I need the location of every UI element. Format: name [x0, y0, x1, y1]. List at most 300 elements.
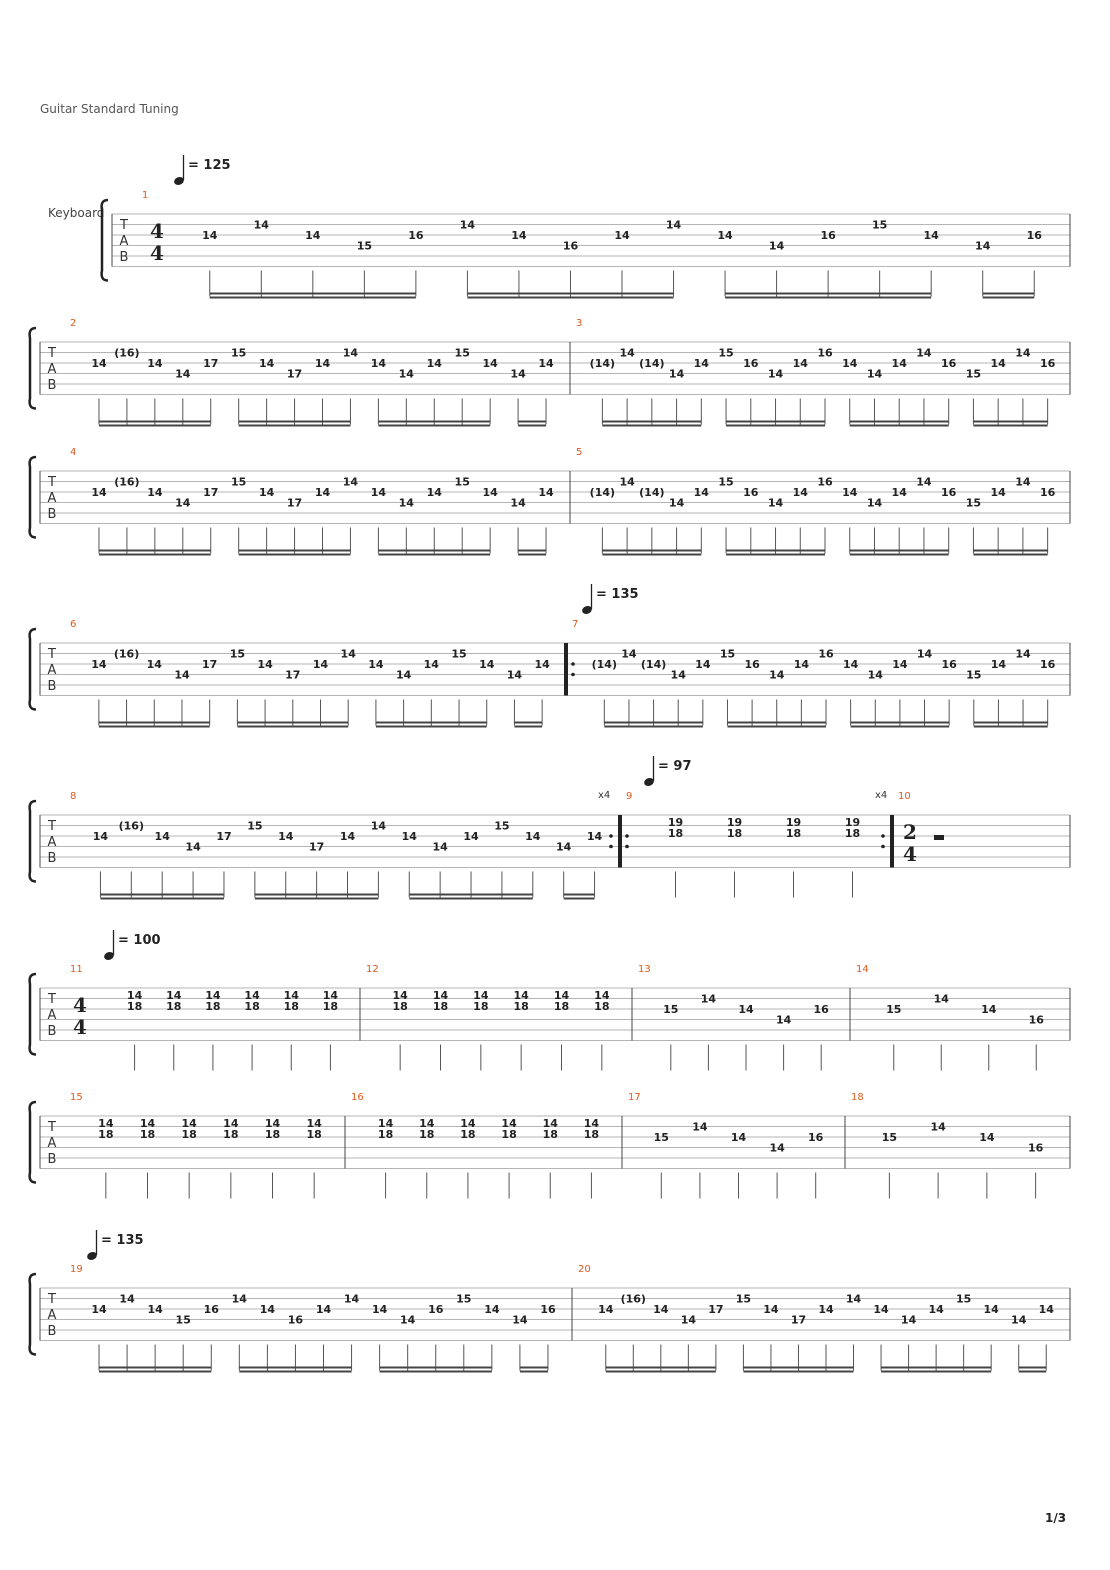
tab-clef-letter: B	[47, 1324, 57, 1339]
fret-number: 18	[98, 1128, 114, 1141]
measure-number: 12	[366, 964, 379, 975]
system-bracket	[30, 457, 36, 538]
fret-number: 14	[621, 647, 637, 661]
tab-clef-letter: T	[48, 1292, 56, 1307]
fret-number: 16	[813, 1003, 829, 1016]
fret-number: 18	[392, 1000, 408, 1013]
fret-number: 14	[990, 357, 1006, 370]
fret-number: 14	[377, 1117, 394, 1130]
measure-number: 8	[70, 791, 77, 802]
beam	[409, 894, 533, 896]
fret-number: 16	[941, 357, 957, 370]
fret-number: 18	[432, 1000, 449, 1013]
fret-number: 14	[343, 1292, 360, 1306]
beam	[1019, 1367, 1047, 1369]
fret-number: 14	[594, 989, 610, 1002]
fret-number: 14	[181, 1117, 197, 1130]
fret-number: 14	[692, 1120, 708, 1134]
fret-number: 14	[767, 496, 784, 510]
system-bracket	[30, 328, 36, 409]
fret-number: 14	[259, 1303, 276, 1316]
fret-number: 14	[670, 668, 686, 682]
system-bracket	[30, 1274, 36, 1355]
beam	[974, 726, 1048, 728]
fret-number: 16	[817, 475, 833, 489]
fret-number: 15	[454, 475, 470, 489]
fret-number: 14	[933, 992, 949, 1006]
repeat-dot	[625, 834, 629, 838]
beam	[378, 421, 490, 423]
page-number: 1/3	[1045, 1511, 1067, 1525]
system-bracket	[102, 200, 108, 281]
staff-system	[30, 619, 1070, 728]
fret-number: 15	[454, 346, 470, 360]
time-signature-top: 2	[903, 820, 917, 844]
fret-number: 14	[423, 658, 439, 671]
repeat-count: x4	[598, 790, 611, 801]
fret-number: 14	[202, 229, 218, 242]
time-signature-top: 4	[150, 219, 164, 243]
beam	[99, 421, 211, 423]
fret-number: 14	[370, 357, 387, 370]
fret-number: (14)	[639, 486, 665, 499]
fret-number: 18	[473, 1000, 489, 1013]
fret-number: 15	[231, 475, 247, 489]
fret-number: 14	[775, 1013, 792, 1027]
fret-number: 14	[473, 989, 489, 1002]
fret-number: 14	[695, 658, 711, 671]
tab-clef-letter: T	[48, 992, 56, 1007]
fret-number: 14	[842, 357, 858, 370]
fret-number: 15	[886, 1003, 902, 1016]
beam	[255, 898, 379, 900]
beam	[467, 297, 673, 299]
beam	[727, 726, 826, 728]
fret-number: 14	[1015, 647, 1031, 661]
beam	[850, 425, 949, 427]
beam	[726, 550, 825, 552]
beam	[380, 1367, 492, 1369]
fret-number: 18	[223, 1128, 239, 1141]
beam	[725, 297, 931, 299]
fret-number: 15	[451, 647, 467, 661]
fret-number: 14	[98, 1117, 114, 1130]
fret-number: 14	[981, 1003, 997, 1016]
beam	[602, 425, 701, 427]
fret-number: 14	[392, 989, 408, 1002]
measure-number: 6	[70, 619, 77, 630]
measure-number: 19	[70, 1264, 83, 1275]
fret-number: 16	[540, 1303, 556, 1316]
fret-number: 17	[202, 658, 218, 671]
fret-number: 16	[1026, 229, 1042, 242]
fret-number: 15	[871, 218, 888, 232]
beam	[606, 1367, 716, 1369]
beam	[99, 1371, 211, 1373]
beam	[604, 722, 703, 724]
fret-number: 14	[91, 1303, 107, 1316]
fret-number: 14	[767, 367, 784, 381]
measure-number: 18	[851, 1092, 864, 1103]
fret-number: 14	[264, 1117, 281, 1130]
beam	[518, 421, 546, 423]
tempo-marking: = 97	[658, 759, 692, 774]
system-bracket	[30, 1102, 36, 1183]
beam	[973, 554, 1047, 556]
repeat-end-bar	[618, 815, 622, 868]
fret-number: 14	[432, 840, 448, 854]
fret-number: 18	[553, 1000, 570, 1013]
fret-number: 18	[844, 827, 861, 840]
fret-number: 14	[818, 1303, 834, 1316]
half-rest	[934, 835, 944, 840]
fret-number: 14	[665, 218, 682, 232]
fret-number: 14	[147, 357, 163, 370]
beam	[380, 1371, 492, 1373]
fret-number: 14	[1011, 1313, 1027, 1327]
fret-number: (16)	[114, 346, 140, 360]
beam	[376, 722, 487, 724]
fret-number: 14	[983, 1303, 999, 1316]
fret-number: 14	[253, 218, 269, 232]
fret-number: (14)	[639, 357, 665, 370]
fret-number: 15	[966, 668, 982, 682]
time-signature-bottom: 4	[903, 842, 917, 866]
fret-number: 15	[718, 475, 734, 489]
fret-number: 14	[147, 1303, 163, 1316]
fret-number: (14)	[589, 357, 616, 370]
fret-number: 14	[990, 658, 1007, 671]
tab-clef-letter: B	[47, 679, 57, 694]
beam	[520, 1371, 548, 1373]
fret-number: 14	[975, 239, 991, 253]
fret-number: 14	[479, 658, 495, 671]
beam	[743, 1371, 853, 1373]
fret-number: 17	[286, 367, 303, 381]
tab-clef-letter: B	[119, 250, 129, 265]
beam	[602, 554, 701, 556]
measure-number: 14	[856, 964, 869, 975]
tab-clef-letter: A	[47, 1308, 57, 1323]
beam	[983, 293, 1035, 295]
repeat-dot	[881, 834, 885, 838]
fret-number: 14	[583, 1117, 600, 1130]
fret-number: 15	[356, 239, 373, 253]
fret-number: 14	[1015, 475, 1031, 489]
beam	[881, 1371, 991, 1373]
fret-number: 18	[205, 1000, 221, 1013]
fret-number: 14	[482, 357, 498, 370]
fret-number: 15	[965, 496, 982, 510]
fret-number: 14	[244, 989, 260, 1002]
fret-number: 16	[808, 1131, 824, 1144]
beam	[564, 894, 595, 896]
fret-number: 14	[185, 840, 201, 854]
system-bracket	[30, 974, 36, 1055]
fret-number: 14	[426, 486, 442, 499]
beam	[518, 425, 546, 427]
fret-number: 14	[459, 218, 476, 232]
fret-number: 17	[286, 496, 303, 510]
fret-number: 16	[941, 486, 957, 499]
fret-number: 14	[866, 367, 883, 381]
tab-clef-letter: B	[47, 1024, 57, 1039]
repeat-dot	[571, 662, 575, 666]
fret-number: 14	[339, 830, 356, 843]
fret-number: 17	[790, 1313, 807, 1327]
measure-number: 4	[70, 447, 77, 458]
fret-number: 14	[730, 1131, 747, 1144]
repeat-start-bar	[564, 643, 568, 696]
fret-number: 16	[820, 229, 836, 242]
fret-number: 14	[400, 1313, 416, 1327]
fret-number: (16)	[620, 1292, 646, 1306]
beam	[974, 722, 1048, 724]
beam	[237, 726, 348, 728]
fret-number: 14	[538, 357, 554, 370]
fret-number: 18	[667, 827, 684, 840]
fret-number: 15	[955, 1292, 972, 1306]
time-signature-top: 4	[73, 993, 87, 1017]
fret-number: 15	[494, 819, 510, 833]
staff-system	[30, 1264, 1070, 1373]
beam	[602, 421, 701, 423]
measure-number: 13	[638, 964, 651, 975]
time-signature-bottom: 4	[150, 241, 164, 265]
fret-number: 14	[315, 1303, 332, 1316]
fret-number: 14	[553, 989, 570, 1002]
repeat-dot	[571, 673, 575, 677]
fret-number: 14	[614, 229, 630, 242]
tab-clef-letter: A	[47, 1136, 57, 1151]
fret-number: 14	[175, 367, 191, 381]
fret-number: 17	[203, 486, 219, 499]
fret-number: 18	[583, 1128, 600, 1141]
fret-number: 14	[398, 496, 414, 510]
fret-number: 15	[663, 1003, 679, 1016]
repeat-dot	[625, 845, 629, 849]
fret-number: 14	[322, 989, 339, 1002]
instrument-label: Keyboard	[48, 206, 105, 220]
fret-number: 14	[668, 496, 685, 510]
beam	[1019, 1371, 1047, 1373]
beam	[973, 425, 1047, 427]
fret-number: 14	[278, 830, 294, 843]
beam	[239, 425, 351, 427]
fret-number: 15	[247, 819, 263, 833]
fret-number: 18	[283, 1000, 299, 1013]
fret-number: 18	[126, 1000, 143, 1013]
fret-number: 14	[258, 486, 275, 499]
tab-clef-letter: A	[47, 663, 57, 678]
beam	[606, 1371, 716, 1373]
fret-number: 19	[785, 816, 802, 829]
fret-number: 16	[1039, 486, 1056, 499]
fret-number: 15	[719, 647, 736, 661]
beam	[726, 554, 825, 556]
fret-number: 14	[510, 496, 526, 510]
staff-systems	[30, 155, 1070, 1373]
beam	[602, 550, 701, 552]
fret-number: 17	[708, 1303, 724, 1316]
fret-number: 14	[305, 229, 321, 242]
beam	[851, 722, 950, 724]
fret-number: 14	[598, 1303, 614, 1316]
fret-number: 14	[867, 668, 883, 682]
beam	[851, 726, 950, 728]
beam	[727, 722, 826, 724]
fret-number: 18	[306, 1128, 322, 1141]
beam	[100, 898, 224, 900]
fret-number: 14	[900, 1313, 917, 1327]
beam	[725, 293, 931, 295]
fret-number: 14	[842, 658, 859, 671]
fret-number: 15	[653, 1131, 669, 1144]
fret-number: 14	[769, 668, 785, 682]
fret-number: 14	[512, 1313, 528, 1327]
staff-system	[30, 964, 1070, 1071]
beam	[378, 550, 490, 552]
fret-number: 18	[181, 1128, 197, 1141]
beam	[514, 726, 542, 728]
tab-clef-letter: A	[47, 1008, 57, 1023]
beam	[99, 726, 210, 728]
fret-number: 14	[484, 1303, 500, 1316]
fret-number: 14	[916, 647, 933, 661]
repeat-dot	[609, 834, 613, 838]
fret-number: 15	[456, 1292, 472, 1306]
fret-number: 14	[419, 1117, 435, 1130]
fret-number: 14	[510, 367, 526, 381]
fret-number: 14	[769, 1141, 785, 1155]
fret-number: 14	[1038, 1303, 1054, 1316]
fret-number: 18	[460, 1128, 476, 1141]
fret-number: 19	[726, 816, 743, 829]
beam	[239, 554, 351, 556]
repeat-dot	[881, 845, 885, 849]
fret-number: 14	[342, 346, 359, 360]
beam	[973, 421, 1047, 423]
fret-number: 14	[314, 486, 331, 499]
beam	[239, 550, 351, 552]
tab-clef-letter: T	[120, 218, 128, 233]
fret-number: 14	[126, 989, 143, 1002]
fret-number: 16	[203, 1303, 219, 1316]
fret-number: 14	[693, 486, 709, 499]
measure-number: 15	[70, 1092, 83, 1103]
beam	[604, 726, 703, 728]
fret-number: 14	[147, 486, 163, 499]
tab-clef-letter: B	[47, 1152, 57, 1167]
beam	[239, 421, 351, 423]
fret-number: 14	[460, 1117, 476, 1130]
fret-number: 14	[146, 658, 162, 671]
repeat-end-bar	[890, 815, 894, 868]
fret-number: 14	[538, 486, 554, 499]
fret-number: 14	[511, 229, 527, 242]
beam	[100, 894, 224, 896]
fret-number: 14	[426, 357, 442, 370]
fret-number: 17	[203, 357, 219, 370]
fret-number: 18	[166, 1000, 182, 1013]
fret-number: 14	[916, 346, 932, 360]
fret-number: (14)	[591, 658, 618, 671]
fret-number: 14	[792, 486, 808, 499]
fret-number: 14	[401, 830, 417, 843]
fret-number: 16	[817, 346, 833, 360]
tempo-marking: = 135	[101, 1233, 144, 1248]
fret-number: 16	[1027, 1141, 1044, 1155]
measure-number: 11	[70, 964, 83, 975]
fret-number: 14	[891, 357, 907, 370]
fret-number: 14	[513, 989, 529, 1002]
fret-number: 14	[482, 486, 498, 499]
fret-number: 14	[92, 830, 109, 843]
fret-number: 14	[306, 1117, 322, 1130]
beam	[743, 1367, 853, 1369]
fret-number: 14	[139, 1117, 156, 1130]
fret-number: 14	[371, 1303, 388, 1316]
fret-number: 14	[368, 658, 384, 671]
fret-number: (16)	[114, 475, 140, 489]
tab-clef-letter: A	[47, 491, 57, 506]
system-bracket	[30, 801, 36, 882]
beam	[378, 425, 490, 427]
beam	[467, 293, 673, 295]
fret-number: 14	[619, 346, 635, 360]
fret-number: 14	[175, 496, 191, 510]
tab-clef-letter: A	[47, 362, 57, 377]
fret-number: 18	[264, 1128, 281, 1141]
fret-number: 17	[308, 840, 325, 854]
beam	[99, 554, 211, 556]
fret-number: 18	[513, 1000, 529, 1013]
tab-clef-letter: T	[48, 647, 56, 662]
fret-number: 15	[718, 346, 734, 360]
fret-number: 15	[965, 367, 982, 381]
fret-number: 14	[792, 357, 808, 370]
fret-number: 15	[229, 647, 246, 661]
beam	[564, 898, 595, 900]
fret-number: 17	[285, 668, 301, 682]
fret-number: 15	[881, 1131, 898, 1144]
beam	[378, 554, 490, 556]
tab-clef-letter: A	[47, 835, 57, 850]
beam	[210, 297, 416, 299]
beam	[99, 722, 210, 724]
fret-number: 16	[1039, 357, 1056, 370]
beam	[850, 421, 949, 423]
fret-number: 19	[844, 816, 861, 829]
fret-number: 14	[842, 486, 858, 499]
tempo-marking: = 135	[596, 587, 639, 602]
beam	[239, 1367, 351, 1369]
tempo-marking: = 100	[118, 933, 161, 948]
fret-number: 18	[594, 1000, 610, 1013]
staff-system	[30, 1092, 1070, 1199]
fret-number: 16	[743, 486, 759, 499]
fret-number: 14	[223, 1117, 239, 1130]
fret-number: 14	[174, 668, 190, 682]
measure-number: 1	[142, 190, 149, 201]
fret-number: 14	[928, 1303, 944, 1316]
beam	[409, 898, 533, 900]
fret-number: 14	[738, 1003, 754, 1016]
tab-clef-letter: B	[47, 851, 57, 866]
tab-clef-letter: T	[48, 1120, 56, 1135]
tab-clef-letter: B	[47, 507, 57, 522]
fret-number: 14	[930, 1120, 946, 1134]
